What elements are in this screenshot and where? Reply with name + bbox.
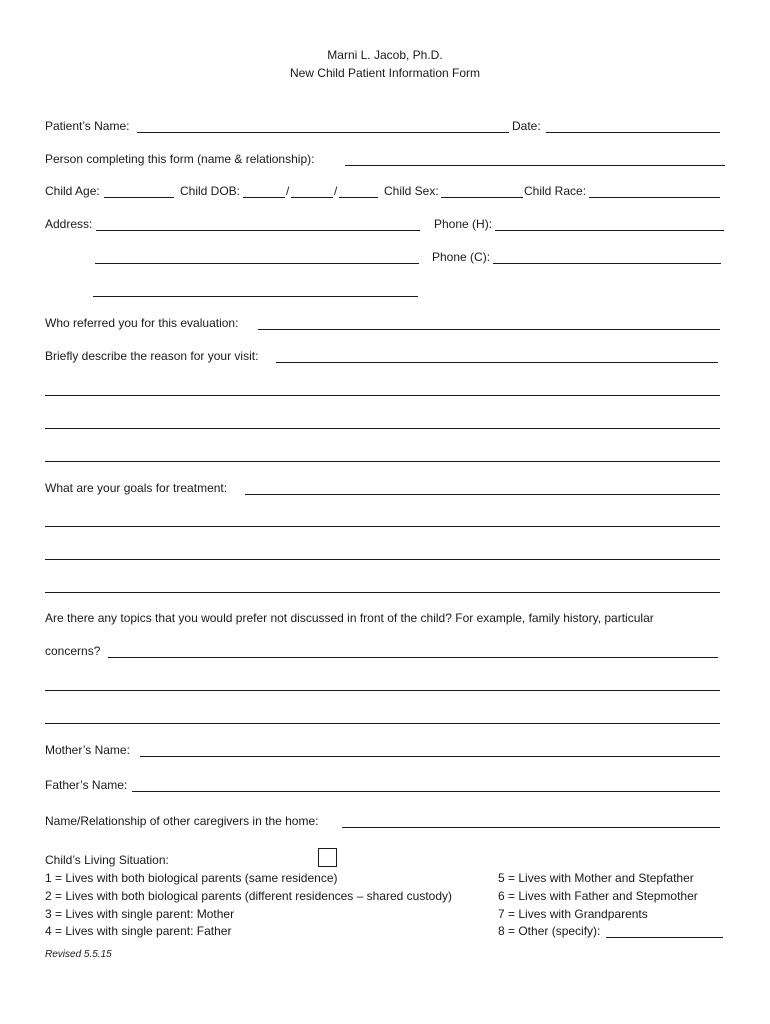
goals-line[interactable]: [45, 592, 720, 593]
child-dob-label: Child DOB:: [180, 184, 241, 198]
child-sex-label: Child Sex:: [384, 184, 439, 198]
father-name-label: Father’s Name:: [45, 778, 128, 792]
topics-line[interactable]: [45, 690, 720, 691]
referred-label: Who referred you for this evaluation:: [45, 316, 239, 330]
reason-line[interactable]: [45, 428, 720, 429]
dob-month-field[interactable]: [243, 197, 285, 198]
address-label: Address:: [45, 217, 93, 231]
living-option: 5 = Lives with Mother and Stepfather: [498, 871, 694, 885]
patient-name-label: Patient’s Name:: [45, 119, 130, 133]
mother-name-label: Mother’s Name:: [45, 743, 130, 757]
child-age-field[interactable]: [104, 197, 174, 198]
other-caregivers-label: Name/Relationship of other caregivers in the home:: [45, 814, 319, 828]
father-name-field[interactable]: [132, 791, 720, 792]
address-line-1[interactable]: [96, 230, 420, 231]
living-option: 8 = Other (specify):: [498, 924, 601, 938]
referred-field[interactable]: [258, 329, 720, 330]
phone-home-field[interactable]: [495, 230, 724, 231]
topics-field[interactable]: [108, 657, 718, 658]
living-option: 6 = Lives with Father and Stepmother: [498, 889, 698, 903]
topics-line[interactable]: [45, 723, 720, 724]
goals-line[interactable]: [45, 559, 720, 560]
living-option: 7 = Lives with Grandparents: [498, 907, 648, 921]
mother-name-field[interactable]: [140, 756, 720, 757]
dob-separator: /: [334, 184, 338, 198]
reason-line[interactable]: [45, 461, 720, 462]
other-specify-field[interactable]: [606, 937, 723, 938]
living-option: 1 = Lives with both biological parents (same residence): [45, 871, 338, 885]
dob-day-field[interactable]: [291, 197, 333, 198]
form-title: New Child Patient Information Form: [289, 66, 481, 80]
address-line-3[interactable]: [93, 296, 418, 297]
goals-label: What are your goals for treatment:: [45, 481, 228, 495]
goals-line[interactable]: [45, 526, 720, 527]
child-age-label: Child Age:: [45, 184, 100, 198]
completer-label: Person completing this form (name & relationship):: [45, 152, 315, 166]
topics-question-cont: concerns?: [45, 644, 101, 658]
reason-label: Briefly describe the reason for your visit:: [45, 349, 259, 363]
living-option: 4 = Lives with single parent: Father: [45, 924, 232, 938]
living-situation-title: Child’s Living Situation:: [45, 853, 169, 867]
date-field[interactable]: [546, 132, 720, 133]
reason-field[interactable]: [276, 362, 718, 363]
revised-date: Revised 5.5.15: [45, 949, 112, 960]
date-label: Date:: [512, 119, 541, 133]
reason-line[interactable]: [45, 395, 720, 396]
phone-cell-label: Phone (C):: [432, 250, 491, 264]
practitioner-name: Marni L. Jacob, Ph.D.: [327, 48, 443, 62]
living-situation-checkbox[interactable]: [318, 848, 337, 867]
completer-field[interactable]: [345, 165, 725, 166]
child-sex-field[interactable]: [441, 197, 523, 198]
phone-cell-field[interactable]: [493, 263, 721, 264]
dob-year-field[interactable]: [339, 197, 378, 198]
address-line-2[interactable]: [95, 263, 419, 264]
child-race-field[interactable]: [589, 197, 720, 198]
dob-separator: /: [286, 184, 290, 198]
topics-question: Are there any topics that you would prefer not discussed in front of the child? For example, family history, particular: [45, 611, 654, 625]
living-option: 3 = Lives with single parent: Mother: [45, 907, 235, 921]
other-caregivers-field[interactable]: [342, 827, 720, 828]
living-option: 2 = Lives with both biological parents (different residences – shared custody): [45, 889, 453, 903]
goals-field[interactable]: [245, 494, 720, 495]
child-race-label: Child Race:: [524, 184, 587, 198]
patient-name-field[interactable]: [137, 132, 509, 133]
phone-home-label: Phone (H):: [434, 217, 493, 231]
